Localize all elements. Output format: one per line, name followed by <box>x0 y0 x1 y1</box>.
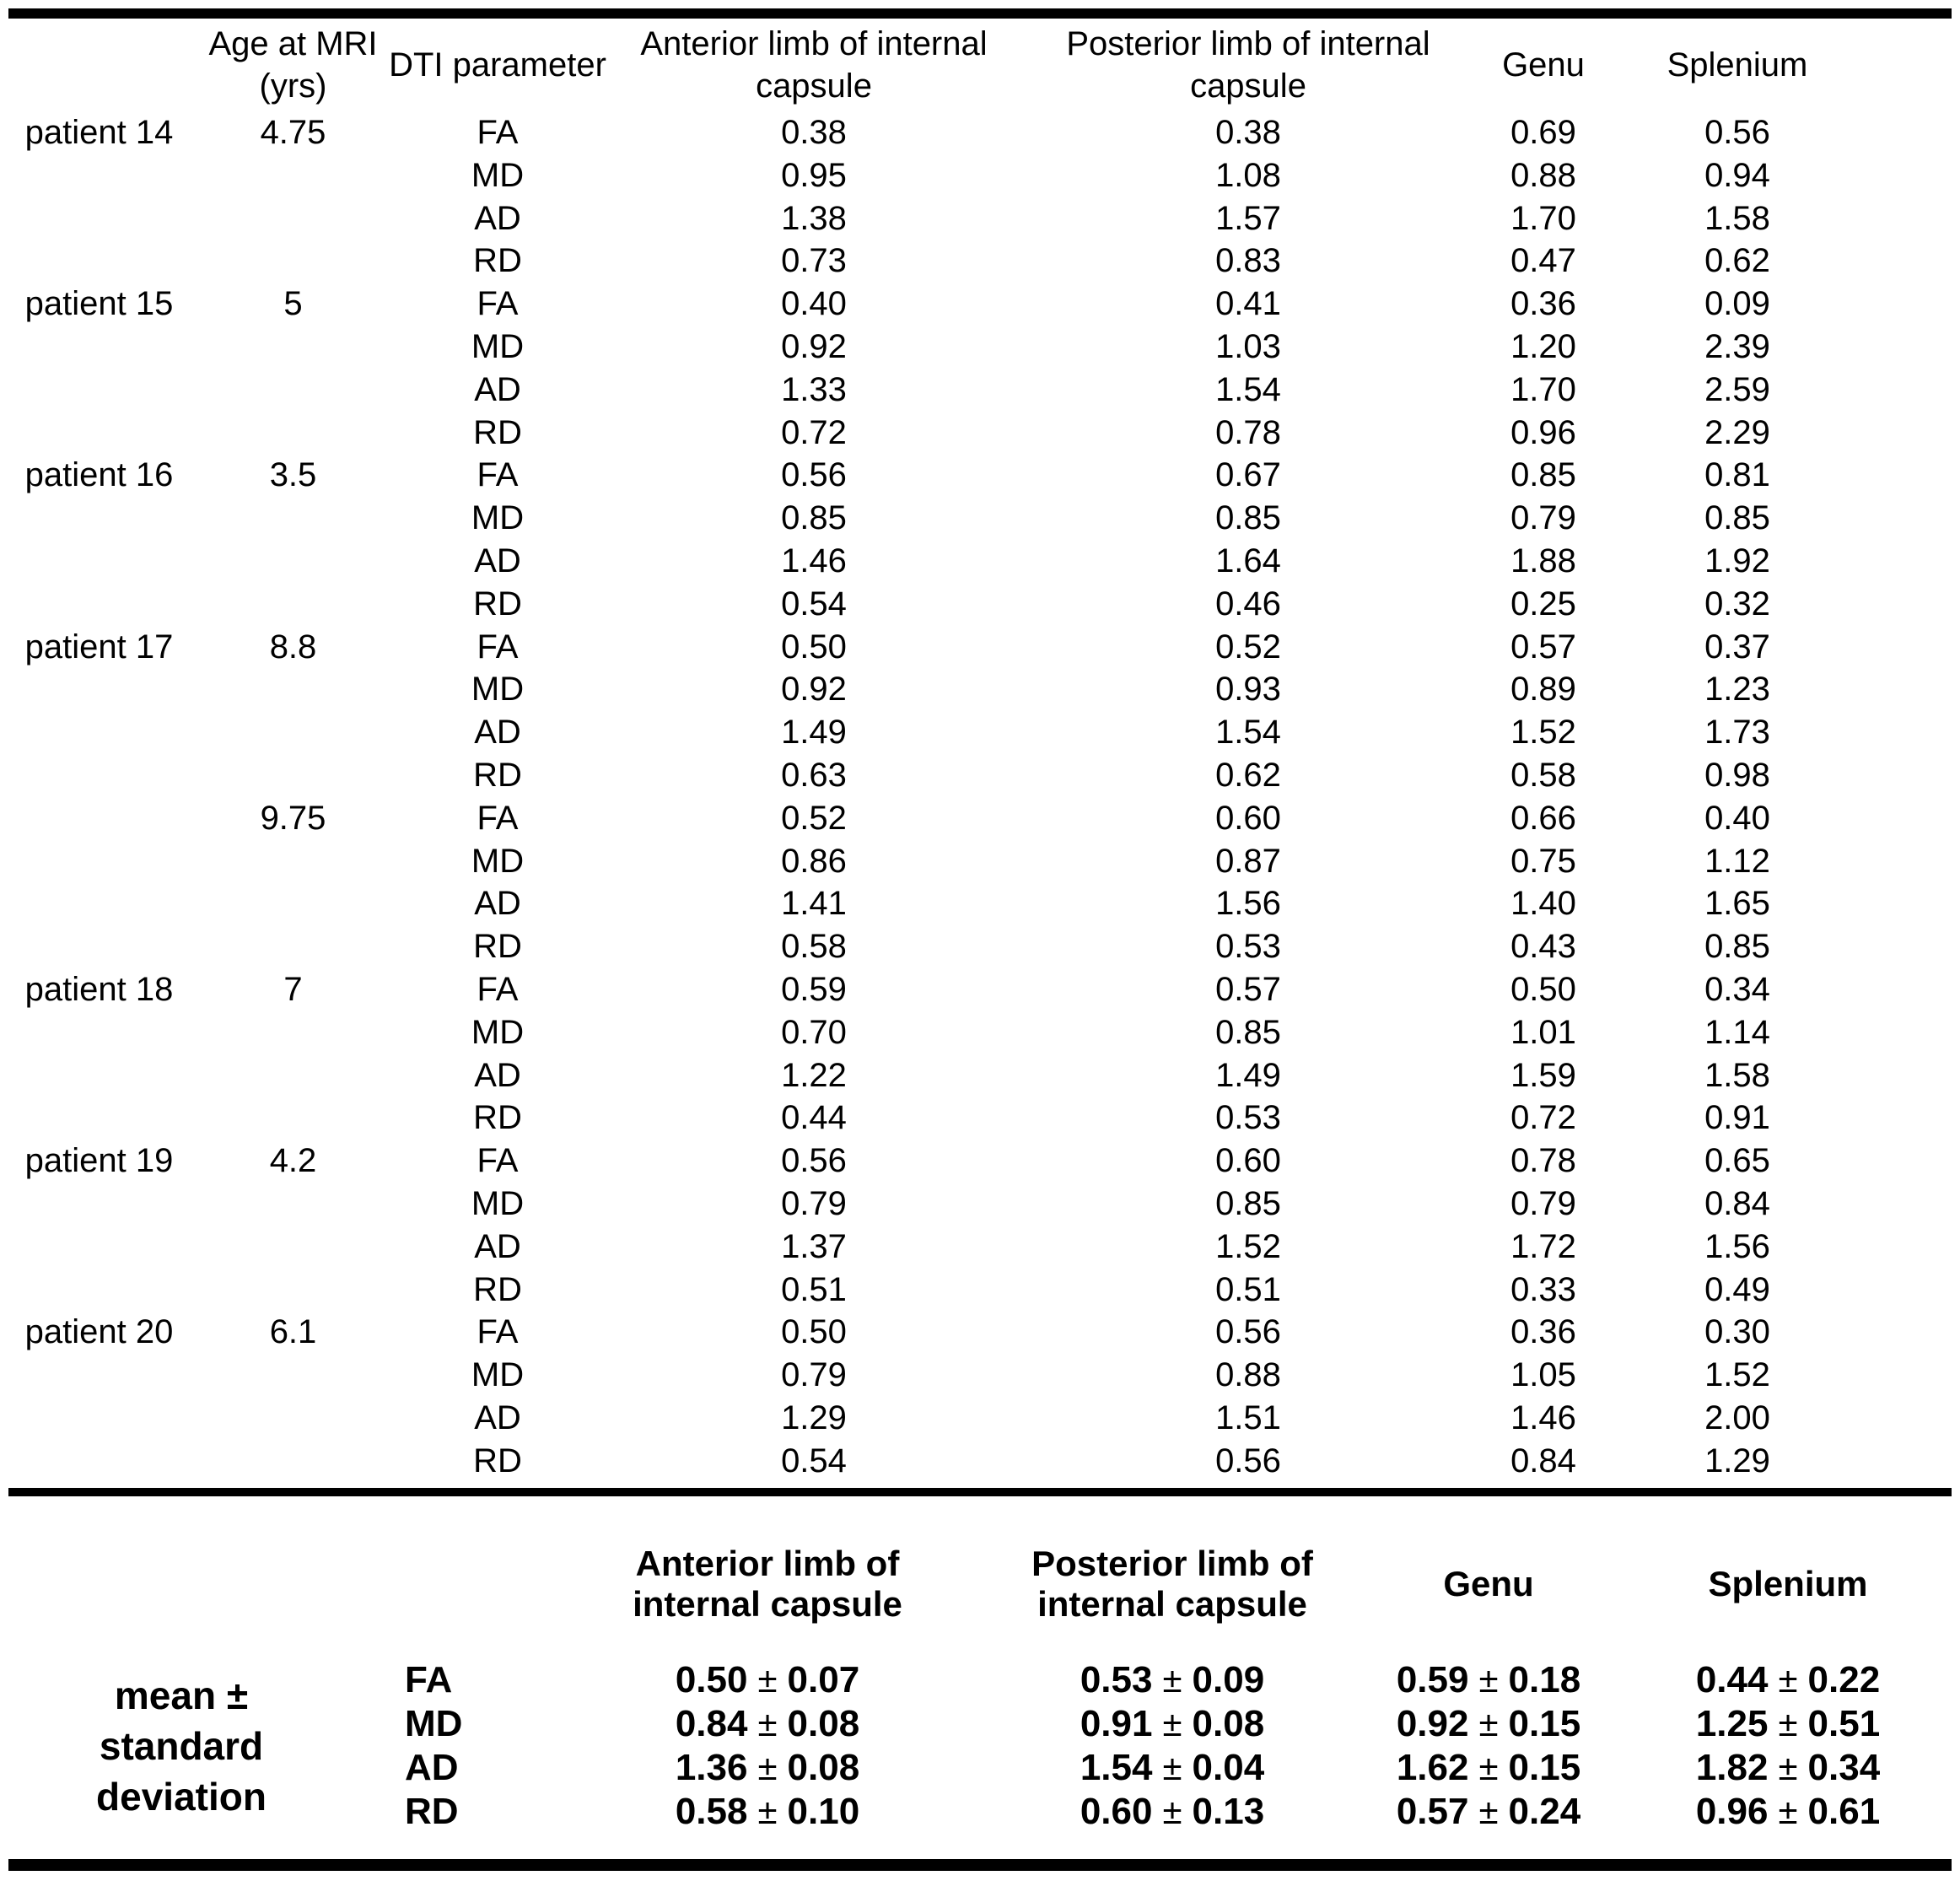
age-value: 4.2 <box>269 1142 317 1180</box>
mean-value: 0.57 <box>1396 1790 1469 1832</box>
patient-label: patient 18 <box>24 970 174 1008</box>
plic-value: 0.51 <box>1215 1270 1281 1308</box>
alic-value: 0.73 <box>781 242 847 280</box>
plic-value: 0.85 <box>1215 499 1281 537</box>
splenium-value: 1.29 <box>1704 1442 1770 1479</box>
alic-value: 0.79 <box>781 1184 847 1222</box>
mean-value: 0.60 <box>1080 1790 1153 1832</box>
splenium-value: 1.73 <box>1704 714 1770 752</box>
sd-value: 0.34 <box>1807 1746 1881 1788</box>
alic-value: 0.92 <box>781 327 847 365</box>
summary-plic-value <box>995 1746 1349 1790</box>
mean-value: 0.44 <box>1695 1658 1769 1700</box>
plic-value: 0.53 <box>1215 928 1281 966</box>
alic-value: 1.46 <box>781 542 847 579</box>
sd-value: 0.15 <box>1508 1746 1581 1788</box>
alic-value: 0.70 <box>781 1013 847 1051</box>
splenium-value: 0.81 <box>1704 456 1770 494</box>
plus-minus-sign: ± <box>757 1659 778 1700</box>
table-header-row <box>0 19 1864 111</box>
plus-minus-sign: ± <box>1778 1747 1798 1787</box>
summary-plic-value <box>995 1790 1349 1834</box>
dti-param-label: MD <box>471 1184 525 1222</box>
plic-value: 0.78 <box>1215 413 1281 451</box>
alic-value: 1.37 <box>781 1227 847 1265</box>
plic-value: 0.60 <box>1215 1142 1281 1180</box>
mean-value: 1.82 <box>1695 1746 1769 1788</box>
dti-param-label: FA <box>477 1142 519 1180</box>
genu-column-header: Genu <box>1502 46 1585 84</box>
dti-param-label: FA <box>477 628 519 666</box>
splenium-value: 0.40 <box>1704 799 1770 837</box>
alic-value: 0.50 <box>781 628 847 666</box>
patient-column-header <box>0 19 198 111</box>
section-divider-line <box>8 1488 1952 1496</box>
alic-value: 0.79 <box>781 1356 847 1394</box>
genu-value: 1.72 <box>1510 1227 1576 1265</box>
summary-splenium-value <box>1628 1746 1948 1790</box>
splenium-value: 0.32 <box>1704 585 1770 622</box>
mean-value: 1.25 <box>1695 1702 1769 1744</box>
summary-header-text: Splenium <box>1708 1563 1868 1603</box>
dti-param-label: MD <box>471 671 525 709</box>
alic-value: 0.56 <box>781 456 847 494</box>
splenium-value: 2.59 <box>1704 370 1770 408</box>
genu-value: 0.78 <box>1510 1142 1576 1180</box>
dti-parameter-column-header: DTI parameter <box>389 46 606 84</box>
genu-value: 0.88 <box>1510 156 1576 194</box>
genu-value: 1.20 <box>1510 327 1576 365</box>
genu-value: 0.75 <box>1510 842 1576 880</box>
plus-minus-sign: ± <box>757 1747 778 1787</box>
splenium-value: 1.14 <box>1704 1013 1770 1051</box>
plus-minus-sign: ± <box>1778 1703 1798 1743</box>
table-row <box>0 111 1864 154</box>
summary-genu-value <box>1349 1790 1628 1834</box>
alic-value: 1.33 <box>781 370 847 408</box>
alic-value: 0.50 <box>781 1313 847 1351</box>
dti-param-label: FA <box>477 799 519 837</box>
dti-param-label: MD <box>471 327 525 365</box>
genu-value: 0.58 <box>1510 756 1576 794</box>
dti-param-label: AD <box>474 542 521 579</box>
summary-plic-value <box>995 1658 1349 1702</box>
splenium-value: 0.49 <box>1704 1270 1770 1308</box>
splenium-value: 1.92 <box>1704 542 1770 579</box>
alic-value: 0.56 <box>781 1142 847 1180</box>
alic-value: 0.95 <box>781 156 847 194</box>
table-row <box>0 626 1864 669</box>
dti-param-label: AD <box>474 370 521 408</box>
plic-value: 0.53 <box>1215 1099 1281 1137</box>
bottom-border-line <box>8 1859 1952 1871</box>
patient-label: patient 19 <box>24 1142 174 1180</box>
plic-value: 0.67 <box>1215 456 1281 494</box>
patient-label: patient 14 <box>24 114 174 151</box>
summary-splenium-value <box>1628 1702 1948 1746</box>
dti-param-label: MD <box>471 156 525 194</box>
dti-param-label: FA <box>477 114 519 151</box>
mean-value: 0.96 <box>1695 1790 1769 1832</box>
summary-section <box>0 1544 1960 1834</box>
table-row <box>0 1311 1864 1354</box>
plic-value: 0.52 <box>1215 628 1281 666</box>
alic-value: 1.29 <box>781 1398 847 1436</box>
genu-value: 0.47 <box>1510 242 1576 280</box>
table-row <box>0 283 1864 326</box>
dti-param-label: MD <box>471 842 525 880</box>
alic-value: 0.40 <box>781 285 847 323</box>
patient-label: patient 16 <box>24 456 174 494</box>
summary-header-splenium <box>1628 1544 1948 1625</box>
alic-value: 0.54 <box>781 1442 847 1479</box>
genu-value: 0.33 <box>1510 1270 1576 1308</box>
splenium-value: 1.58 <box>1704 1056 1770 1094</box>
plus-minus-sign: ± <box>1478 1659 1499 1700</box>
plic-value: 0.87 <box>1215 842 1281 880</box>
splenium-value: 0.84 <box>1704 1184 1770 1222</box>
plic-value: 0.85 <box>1215 1184 1281 1222</box>
sd-value: 0.08 <box>787 1702 860 1744</box>
plic-value: 0.57 <box>1215 970 1281 1008</box>
genu-value: 0.79 <box>1510 1184 1576 1222</box>
dti-param-label: AD <box>474 1227 521 1265</box>
plic-value: 0.56 <box>1215 1442 1281 1479</box>
genu-value: 0.36 <box>1510 285 1576 323</box>
splenium-value: 1.23 <box>1704 671 1770 709</box>
plic-value: 0.41 <box>1215 285 1281 323</box>
table-row <box>0 454 1864 497</box>
splenium-value: 0.98 <box>1704 756 1770 794</box>
alic-value: 0.38 <box>781 114 847 151</box>
table-row <box>0 797 1864 840</box>
genu-value: 1.70 <box>1510 199 1576 237</box>
dti-table-page <box>0 8 1960 1897</box>
plus-minus-sign: ± <box>1162 1747 1182 1787</box>
dti-param-label: FA <box>477 1313 519 1351</box>
summary-row-label <box>0 1658 363 1834</box>
genu-value: 1.52 <box>1510 714 1576 752</box>
plic-value: 0.85 <box>1215 1013 1281 1051</box>
dti-param-label: FA <box>477 285 519 323</box>
summary-header-plic <box>995 1544 1349 1625</box>
plic-value: 0.46 <box>1215 585 1281 622</box>
mean-value: 0.50 <box>675 1658 748 1700</box>
plus-minus-sign: ± <box>1478 1747 1499 1787</box>
plic-value: 1.54 <box>1215 714 1281 752</box>
plic-value: 1.51 <box>1215 1398 1281 1436</box>
splenium-value: 0.85 <box>1704 499 1770 537</box>
dti-param-label: RD <box>473 1442 522 1479</box>
plic-value: 0.88 <box>1215 1356 1281 1394</box>
dti-param-label: AD <box>474 1056 521 1094</box>
dti-param-label: RD <box>473 928 522 966</box>
plic-value: 1.03 <box>1215 327 1281 365</box>
genu-value: 0.72 <box>1510 1099 1576 1137</box>
sd-value: 0.15 <box>1508 1702 1581 1744</box>
plus-minus-sign: ± <box>1478 1703 1499 1743</box>
dti-param-label: AD <box>474 199 521 237</box>
summary-genu-value <box>1349 1658 1628 1702</box>
summary-plic-value <box>995 1702 1349 1746</box>
mean-value: 1.36 <box>675 1746 748 1788</box>
dti-param-label: RD <box>473 585 522 622</box>
dti-param-label: AD <box>474 1398 521 1436</box>
splenium-column-header: Splenium <box>1667 46 1808 84</box>
alic-value: 1.38 <box>781 199 847 237</box>
splenium-value: 1.65 <box>1704 885 1770 923</box>
mean-value: 0.53 <box>1080 1658 1153 1700</box>
dti-param-label: RD <box>473 1099 522 1137</box>
age-value: 9.75 <box>260 799 326 837</box>
splenium-value: 0.09 <box>1704 285 1770 323</box>
plic-value: 0.56 <box>1215 1313 1281 1351</box>
genu-value: 1.01 <box>1510 1013 1576 1051</box>
summary-genu-value <box>1349 1702 1628 1746</box>
genu-value: 0.89 <box>1510 671 1576 709</box>
dti-param-label: FA <box>477 970 519 1008</box>
plic-value: 1.54 <box>1215 370 1281 408</box>
plus-minus-sign: ± <box>1162 1791 1182 1831</box>
dti-param-label: AD <box>474 714 521 752</box>
alic-value: 0.54 <box>781 585 847 622</box>
genu-value: 0.25 <box>1510 585 1576 622</box>
sd-value: 0.08 <box>1192 1702 1265 1744</box>
alic-value: 0.59 <box>781 970 847 1008</box>
summary-splenium-value <box>1628 1658 1948 1702</box>
genu-value: 0.85 <box>1510 456 1576 494</box>
summary-alic-value <box>540 1746 995 1790</box>
alic-value: 0.92 <box>781 671 847 709</box>
alic-value: 1.49 <box>781 714 847 752</box>
splenium-value: 0.30 <box>1704 1313 1770 1351</box>
sd-value: 0.18 <box>1508 1658 1581 1700</box>
summary-row-label-text: mean ± standard deviation <box>96 1673 267 1819</box>
dti-param-label: RD <box>473 756 522 794</box>
alic-value: 0.85 <box>781 499 847 537</box>
alic-value: 0.51 <box>781 1270 847 1308</box>
age-value: 8.8 <box>269 628 317 666</box>
summary-header-genu <box>1349 1544 1628 1625</box>
splenium-value: 2.39 <box>1704 327 1770 365</box>
alic-value: 0.86 <box>781 842 847 880</box>
age-column-header: Age at MRI (yrs) <box>208 25 378 105</box>
genu-value: 1.05 <box>1510 1356 1576 1394</box>
patient-label: patient 17 <box>24 628 174 666</box>
dti-param-label: MD <box>471 1013 525 1051</box>
age-value: 7 <box>283 970 303 1008</box>
plus-minus-sign: ± <box>1162 1703 1182 1743</box>
genu-value: 0.69 <box>1510 114 1576 151</box>
splenium-value: 2.00 <box>1704 1398 1770 1436</box>
plic-value: 0.83 <box>1215 242 1281 280</box>
alic-value: 0.58 <box>781 928 847 966</box>
splenium-value: 1.58 <box>1704 199 1770 237</box>
mean-value: 0.58 <box>675 1790 748 1832</box>
age-value: 4.75 <box>260 114 326 151</box>
plic-value: 0.60 <box>1215 799 1281 837</box>
genu-value: 1.59 <box>1510 1056 1576 1094</box>
sd-value: 0.04 <box>1192 1746 1265 1788</box>
summary-param-label: AD <box>405 1746 459 1788</box>
summary-header-text: Anterior limb of internal capsule <box>633 1543 902 1624</box>
genu-value: 1.40 <box>1510 885 1576 923</box>
top-border-line <box>8 8 1952 19</box>
dti-param-label: RD <box>473 413 522 451</box>
summary-header-text: Posterior limb of internal capsule <box>1031 1543 1313 1624</box>
plic-value: 0.93 <box>1215 671 1281 709</box>
dti-param-label: MD <box>471 1356 525 1394</box>
table-row <box>0 1140 1864 1183</box>
dti-param-label: FA <box>477 456 519 494</box>
plus-minus-sign: ± <box>1478 1791 1499 1831</box>
table-row <box>0 968 1864 1011</box>
mean-value: 1.54 <box>1080 1746 1153 1788</box>
plic-value: 1.52 <box>1215 1227 1281 1265</box>
sd-value: 0.24 <box>1508 1790 1581 1832</box>
plic-value: 1.57 <box>1215 199 1281 237</box>
plic-column-header: Posterior limb of internal capsule <box>1066 25 1430 105</box>
plus-minus-sign: ± <box>1778 1791 1798 1831</box>
patient-label <box>0 797 198 968</box>
splenium-value: 1.52 <box>1704 1356 1770 1394</box>
splenium-value: 0.37 <box>1704 628 1770 666</box>
sd-value: 0.09 <box>1192 1658 1265 1700</box>
plic-value: 0.62 <box>1215 756 1281 794</box>
splenium-value: 0.94 <box>1704 156 1770 194</box>
dti-param-label: MD <box>471 499 525 537</box>
splenium-value: 0.65 <box>1704 1142 1770 1180</box>
summary-param-label: MD <box>405 1702 463 1744</box>
genu-value: 1.46 <box>1510 1398 1576 1436</box>
age-value: 6.1 <box>269 1313 317 1351</box>
mean-value: 1.62 <box>1396 1746 1469 1788</box>
splenium-value: 0.56 <box>1704 114 1770 151</box>
splenium-value: 0.34 <box>1704 970 1770 1008</box>
genu-value: 1.70 <box>1510 370 1576 408</box>
patient-label: patient 20 <box>24 1313 174 1351</box>
genu-value: 0.84 <box>1510 1442 1576 1479</box>
summary-alic-value <box>540 1702 995 1746</box>
splenium-value: 0.91 <box>1704 1099 1770 1137</box>
splenium-value: 1.12 <box>1704 842 1770 880</box>
mean-value: 0.59 <box>1396 1658 1469 1700</box>
genu-value: 0.79 <box>1510 499 1576 537</box>
patient-label: patient 15 <box>24 285 174 323</box>
summary-param-label: RD <box>405 1790 459 1832</box>
mean-value: 0.84 <box>675 1702 748 1744</box>
mean-value: 0.92 <box>1396 1702 1469 1744</box>
summary-header-text: Genu <box>1443 1563 1534 1603</box>
splenium-value: 0.62 <box>1704 242 1770 280</box>
plic-value: 0.38 <box>1215 114 1281 151</box>
summary-genu-value <box>1349 1746 1628 1790</box>
summary-alic-value <box>540 1790 995 1834</box>
plus-minus-sign: ± <box>757 1791 778 1831</box>
alic-value: 1.41 <box>781 885 847 923</box>
summary-splenium-value <box>1628 1790 1948 1834</box>
alic-value: 0.44 <box>781 1099 847 1137</box>
genu-value: 0.50 <box>1510 970 1576 1008</box>
genu-value: 1.88 <box>1510 542 1576 579</box>
plus-minus-sign: ± <box>1778 1659 1798 1700</box>
sd-value: 0.07 <box>787 1658 860 1700</box>
sd-value: 0.51 <box>1807 1702 1881 1744</box>
alic-value: 0.52 <box>781 799 847 837</box>
alic-value: 0.63 <box>781 756 847 794</box>
dti-param-label: RD <box>473 242 522 280</box>
summary-alic-value <box>540 1658 995 1702</box>
plic-value: 1.08 <box>1215 156 1281 194</box>
plus-minus-sign: ± <box>757 1703 778 1743</box>
age-value: 5 <box>283 285 303 323</box>
plic-value: 1.64 <box>1215 542 1281 579</box>
plus-minus-sign: ± <box>1162 1659 1182 1700</box>
dti-param-label: RD <box>473 1270 522 1308</box>
sd-value: 0.61 <box>1807 1790 1881 1832</box>
mean-value: 0.91 <box>1080 1702 1153 1744</box>
dti-param-label: AD <box>474 885 521 923</box>
alic-value: 0.72 <box>781 413 847 451</box>
summary-header-alic <box>540 1544 995 1625</box>
genu-value: 0.36 <box>1510 1313 1576 1351</box>
sd-value: 0.13 <box>1192 1790 1265 1832</box>
sd-value: 0.22 <box>1807 1658 1881 1700</box>
genu-value: 0.57 <box>1510 628 1576 666</box>
genu-value: 0.66 <box>1510 799 1576 837</box>
splenium-value: 2.29 <box>1704 413 1770 451</box>
sd-value: 0.08 <box>787 1746 860 1788</box>
sd-value: 0.10 <box>787 1790 860 1832</box>
age-value: 3.5 <box>269 456 317 494</box>
plic-value: 1.56 <box>1215 885 1281 923</box>
summary-param-label: FA <box>405 1658 453 1700</box>
genu-value: 0.96 <box>1510 413 1576 451</box>
plic-value: 1.49 <box>1215 1056 1281 1094</box>
splenium-value: 0.85 <box>1704 928 1770 966</box>
splenium-value: 1.56 <box>1704 1227 1770 1265</box>
dti-patient-table <box>0 19 1864 1483</box>
genu-value: 0.43 <box>1510 928 1576 966</box>
alic-column-header: Anterior limb of internal capsule <box>640 25 988 105</box>
alic-value: 1.22 <box>781 1056 847 1094</box>
